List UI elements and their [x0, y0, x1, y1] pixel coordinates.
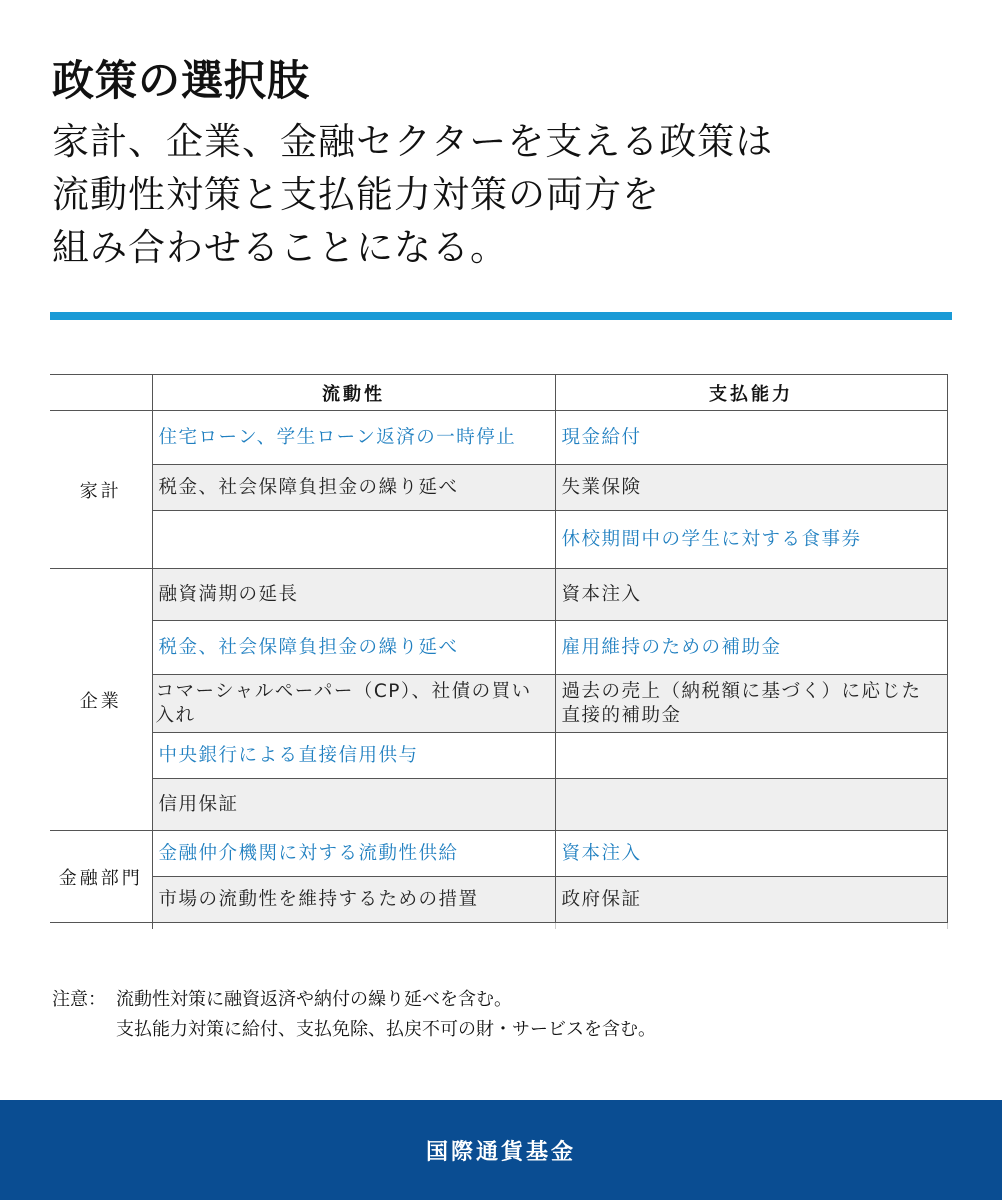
accent-divider [50, 312, 952, 320]
stub-cell [50, 923, 152, 929]
column-header-solvency: 支払能力 [555, 375, 947, 411]
policy-table [50, 374, 948, 929]
footnote-line-1: 流動性対策に融資返済や納付の繰り延べを含む。 [116, 989, 512, 1010]
solvency-cell: 過去の売上（納税額に基づく）に応じた直接的補助金 [555, 675, 947, 733]
table-corner-cell [50, 375, 152, 411]
subtitle-line-1: 家計、企業、金融セクターを支える政策は [52, 120, 774, 163]
table-bottom-stub [50, 923, 947, 929]
liquidity-cell: コマーシャルペーパー（CP）、社債の買い入れ [152, 675, 555, 733]
liquidity-cell: 税金、社会保障負担金の繰り延べ [152, 465, 555, 511]
table-row [50, 779, 947, 831]
stub-cell [152, 923, 555, 929]
solvency-cell: 資本注入 [555, 831, 947, 877]
liquidity-cell [152, 511, 555, 569]
solvency-cell: 資本注入 [555, 569, 947, 621]
group-label-financial: 金融部門 [50, 831, 152, 923]
group-label-household: 家計 [50, 411, 152, 569]
table-row [50, 877, 947, 923]
solvency-cell: 休校期間中の学生に対する食事券 [555, 511, 947, 569]
liquidity-cell: 中央銀行による直接信用供与 [152, 733, 555, 779]
subtitle-line-2: 流動性対策と支払能力対策の両方を [52, 173, 660, 216]
footnote-label: 注意： [52, 989, 106, 1010]
liquidity-cell: 住宅ローン、学生ローン返済の一時停止 [152, 411, 555, 465]
table-row [50, 411, 947, 465]
page-title: 政策の選択肢 [52, 56, 311, 105]
liquidity-cell: 市場の流動性を維持するための措置 [152, 877, 555, 923]
table-header-row [50, 375, 947, 411]
table-row [50, 465, 947, 511]
solvency-cell: 政府保証 [555, 877, 947, 923]
table-row [50, 621, 947, 675]
group-label-corporate: 企業 [50, 569, 152, 831]
table-row [50, 733, 947, 779]
liquidity-cell: 税金、社会保障負担金の繰り延べ [152, 621, 555, 675]
liquidity-cell: 信用保証 [152, 779, 555, 831]
liquidity-cell: 金融仲介機関に対する流動性供給 [152, 831, 555, 877]
footnote-line-2: 支払能力対策に給付、支払免除、払戻不可の財・サービスを含む。 [116, 1019, 656, 1040]
footer-organization-name: 国際通貨基金 [425, 1139, 576, 1165]
table-row [50, 569, 947, 621]
table-row [50, 675, 947, 733]
page-subtitle [52, 115, 952, 274]
subtitle-line-3: 組み合わせることになる。 [52, 226, 508, 269]
solvency-cell [555, 779, 947, 831]
column-header-liquidity: 流動性 [152, 375, 555, 411]
solvency-cell: 失業保険 [555, 465, 947, 511]
table-row [50, 831, 947, 877]
solvency-cell: 雇用維持のための補助金 [555, 621, 947, 675]
solvency-cell: 現金給付 [555, 411, 947, 465]
table-row [50, 511, 947, 569]
solvency-cell [555, 733, 947, 779]
liquidity-cell: 融資満期の延長 [152, 569, 555, 621]
stub-cell [555, 923, 947, 929]
footer-bar [0, 1100, 1002, 1200]
footnote [52, 985, 656, 1045]
